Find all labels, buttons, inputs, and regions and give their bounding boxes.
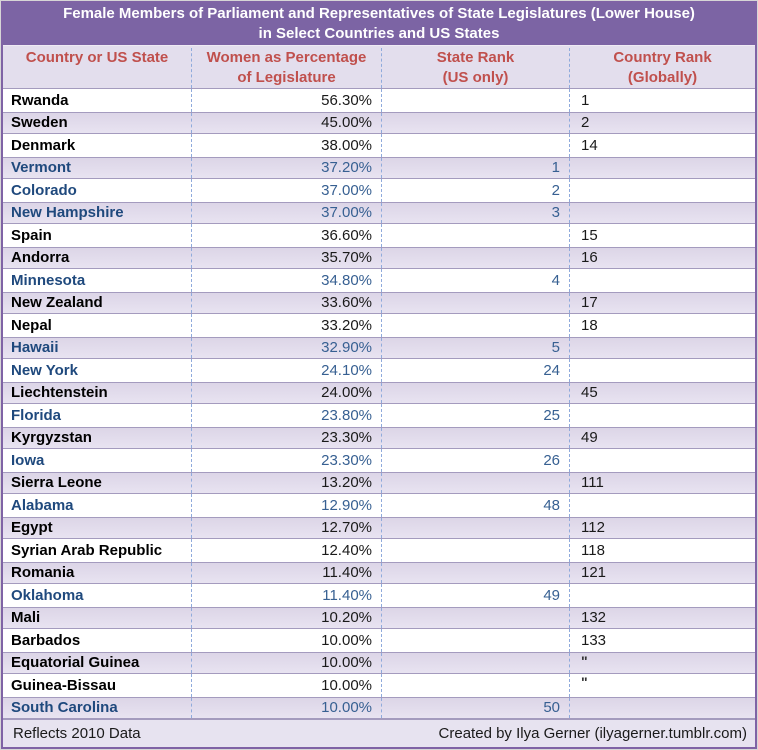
cell-state-rank: 3 [381,203,569,224]
cell-women-pct: 24.10% [191,359,381,382]
cell-name: Alabama [11,496,74,514]
cell-women-pct: 10.20% [191,608,381,629]
cell-country-rank: 14 [569,134,755,157]
header-pct-line2: of Legislature [237,69,336,86]
cell-name: Mali [11,609,41,627]
table-row [3,539,755,562]
header-cell-country-rank [569,48,755,88]
cell-state-rank: 24 [381,359,569,382]
header-state-rank-line1: State Rank [436,49,515,66]
cell-women-pct: 35.70% [191,248,381,269]
cell-state-rank [381,563,569,584]
cell-name: Vermont [11,159,72,177]
table-footer [3,719,755,747]
table-row [3,314,755,337]
cell-name: New Zealand [11,294,103,312]
cell-women-pct: 38.00% [191,134,381,157]
cell-country-rank: 112 [569,518,755,539]
cell-name: Equatorial Guinea [11,654,140,672]
cell-women-pct: 10.00% [191,698,381,719]
header-country-rank-line1: Country Rank [613,49,712,66]
cell-name: Andorra [11,249,70,267]
table-row [3,179,755,202]
table-row [3,337,755,360]
cell-women-pct: 34.80% [191,269,381,292]
cell-women-pct: 33.60% [191,293,381,314]
cell-state-rank [381,428,569,449]
cell-name: Iowa [11,451,45,469]
cell-name: New Hampshire [11,204,124,222]
table-row [3,134,755,157]
cell-women-pct: 37.00% [191,179,381,202]
cell-country-rank: 118 [569,539,755,562]
header-cell-state-rank [381,48,569,88]
cell-state-rank [381,674,569,697]
cell-country-rank: 2 [569,113,755,134]
cell-women-pct: 37.20% [191,158,381,179]
cell-country-rank: 18 [569,314,755,337]
cell-name: Guinea-Bissau [11,676,117,694]
cell-state-rank [381,293,569,314]
cell-women-pct: 37.00% [191,203,381,224]
cell-women-pct: 11.40% [191,563,381,584]
cell-women-pct: 36.60% [191,224,381,247]
cell-women-pct: 24.00% [191,383,381,404]
cell-name: Minnesota [11,271,86,289]
cell-women-pct: 23.30% [191,449,381,472]
cell-state-rank: 2 [381,179,569,202]
cell-name: Florida [11,406,62,424]
header-country-line1: Country or US State [25,49,169,66]
cell-state-rank: 26 [381,449,569,472]
header-state-rank-line2: (US only) [442,69,509,86]
cell-state-rank [381,629,569,652]
table-row [3,562,755,585]
table-row [3,674,755,697]
table-body [3,89,755,719]
cell-name: Spain [11,226,52,244]
cell-name: Syrian Arab Republic [11,541,163,559]
cell-name: Barbados [11,631,81,649]
table-row [3,427,755,450]
cell-women-pct: 23.30% [191,428,381,449]
cell-state-rank [381,608,569,629]
cell-state-rank: 4 [381,269,569,292]
cell-name: Egypt [11,519,53,537]
table-row [3,629,755,652]
footer-note: Reflects 2010 Data [13,725,141,742]
cell-country-rank [569,404,755,427]
table-row [3,157,755,180]
table-row [3,247,755,270]
cell-state-rank: 49 [381,584,569,607]
cell-country-rank: 1 [569,89,755,112]
cell-country-rank: 121 [569,563,755,584]
cell-state-rank [381,314,569,337]
cell-name: Sweden [11,114,68,132]
table-row [3,112,755,135]
cell-country-rank [569,449,755,472]
cell-name: Kyrgyzstan [11,429,92,447]
cell-country-rank: " [569,653,755,674]
header-country-rank-line2: (Globally) [627,69,698,86]
cell-women-pct: 23.80% [191,404,381,427]
cell-name: New York [11,361,78,379]
legislature-table [1,1,757,749]
cell-women-pct: 56.30% [191,89,381,112]
cell-state-rank [381,134,569,157]
cell-women-pct: 12.70% [191,518,381,539]
cell-state-rank [381,248,569,269]
cell-name: Sierra Leone [11,474,102,492]
header-cell-country-or-state [3,48,191,88]
table-row [3,404,755,427]
cell-name: Oklahoma [11,586,84,604]
cell-state-rank [381,383,569,404]
cell-country-rank [569,158,755,179]
cell-women-pct: 10.00% [191,653,381,674]
header-pct-line1: Women as Percentage [206,49,367,66]
cell-state-rank [381,473,569,494]
cell-country-rank: " [569,674,755,697]
cell-country-rank [569,179,755,202]
cell-women-pct: 10.00% [191,674,381,697]
cell-state-rank [381,113,569,134]
table-row [3,584,755,607]
cell-state-rank: 1 [381,158,569,179]
header-cell-women-percentage [191,48,381,88]
cell-women-pct: 10.00% [191,629,381,652]
table-row [3,202,755,225]
cell-women-pct: 12.90% [191,494,381,517]
cell-country-rank: 111 [569,473,755,494]
cell-name: Liechtenstein [11,384,108,402]
cell-name: South Carolina [11,699,118,717]
cell-state-rank [381,89,569,112]
cell-women-pct: 12.40% [191,539,381,562]
cell-state-rank [381,653,569,674]
table-row [3,89,755,112]
cell-country-rank [569,269,755,292]
table-row [3,607,755,630]
table-row [3,359,755,382]
cell-state-rank [381,518,569,539]
cell-name: Colorado [11,181,77,199]
cell-country-rank [569,338,755,359]
cell-women-pct: 45.00% [191,113,381,134]
cell-state-rank: 50 [381,698,569,719]
table-row [3,449,755,472]
cell-country-rank: 16 [569,248,755,269]
cell-name: Romania [11,564,75,582]
cell-country-rank [569,584,755,607]
cell-country-rank [569,203,755,224]
table-title-line2: in Select Countries and US States [258,25,500,42]
cell-name: Nepal [11,316,52,334]
cell-women-pct: 33.20% [191,314,381,337]
table-row [3,382,755,405]
table-title [3,3,755,45]
cell-country-rank [569,494,755,517]
table-row [3,652,755,675]
cell-country-rank: 132 [569,608,755,629]
footer-credit: Created by Ilya Gerner (ilyagerner.tumblr.com) [438,725,747,742]
cell-name: Denmark [11,136,76,154]
cell-state-rank: 5 [381,338,569,359]
cell-country-rank: 49 [569,428,755,449]
cell-country-rank: 17 [569,293,755,314]
table-row [3,472,755,495]
cell-country-rank: 133 [569,629,755,652]
table-title-line1: Female Members of Parliament and Representatives of State Legislatures (Lower House) [63,5,695,22]
cell-name: Hawaii [11,339,59,357]
cell-country-rank [569,698,755,719]
cell-country-rank: 45 [569,383,755,404]
table-row [3,224,755,247]
table-row [3,697,755,720]
table-row [3,269,755,292]
cell-women-pct: 13.20% [191,473,381,494]
table-row [3,494,755,517]
cell-country-rank [569,359,755,382]
cell-women-pct: 32.90% [191,338,381,359]
cell-women-pct: 11.40% [191,584,381,607]
cell-state-rank: 25 [381,404,569,427]
cell-name: Rwanda [11,91,69,109]
cell-state-rank [381,539,569,562]
table-header-row [3,45,755,89]
table-row [3,292,755,315]
cell-state-rank: 48 [381,494,569,517]
cell-state-rank [381,224,569,247]
cell-country-rank: 15 [569,224,755,247]
table-row [3,517,755,540]
